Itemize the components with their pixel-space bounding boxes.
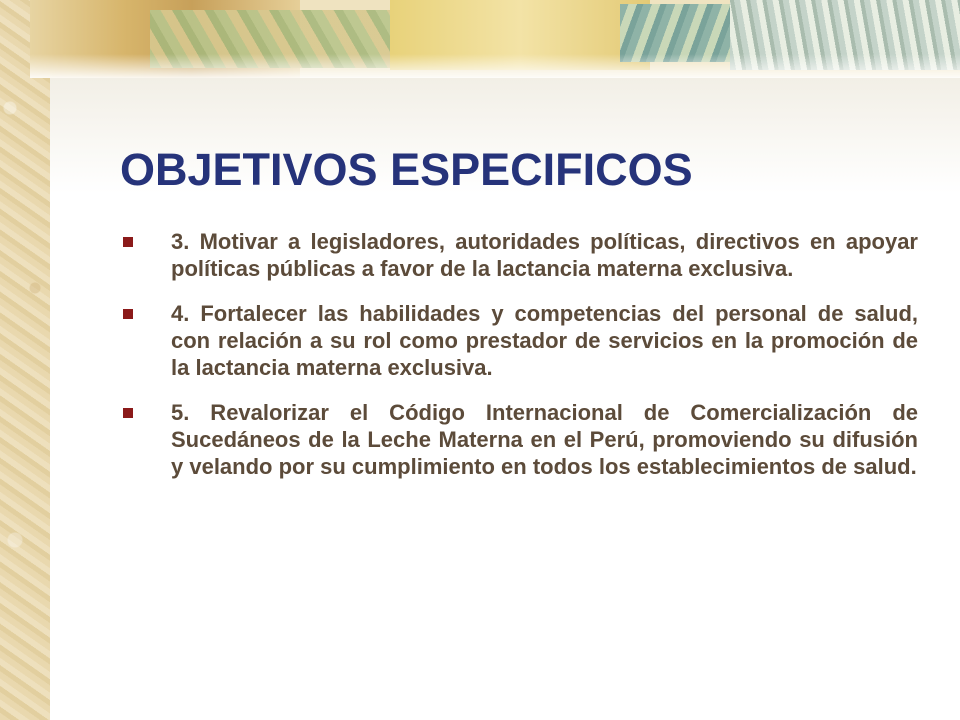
slide-title: OBJETIVOS ESPECIFICOS: [120, 144, 693, 195]
square-bullet-icon: [123, 309, 133, 319]
list-item: [123, 300, 918, 381]
list-item: [123, 399, 918, 480]
list-item: [123, 228, 918, 282]
decorative-banner: [30, 0, 960, 78]
objectives-list: [123, 228, 918, 498]
square-bullet-icon: [123, 408, 133, 418]
decorative-sidebar: [0, 0, 50, 720]
list-item-text: 4. Fortalecer las habilidades y competencias del personal de salud, con relación a su rol como prestador de servicios en la promoción de la lactancia materna exclusiva.: [171, 301, 918, 380]
square-bullet-icon: [123, 237, 133, 247]
list-item-text: 5. Revalorizar el Código Internacional de Comercialización de Sucedáneos de la Leche Materna en el Perú, promoviendo su difusión y velando por su cumplimiento en todos los establecimientos de salud.: [171, 400, 918, 479]
list-item-text: 3. Motivar a legisladores, autoridades políticas, directivos en apoyar políticas públicas a favor de la lactancia materna exclusiva.: [171, 229, 918, 281]
